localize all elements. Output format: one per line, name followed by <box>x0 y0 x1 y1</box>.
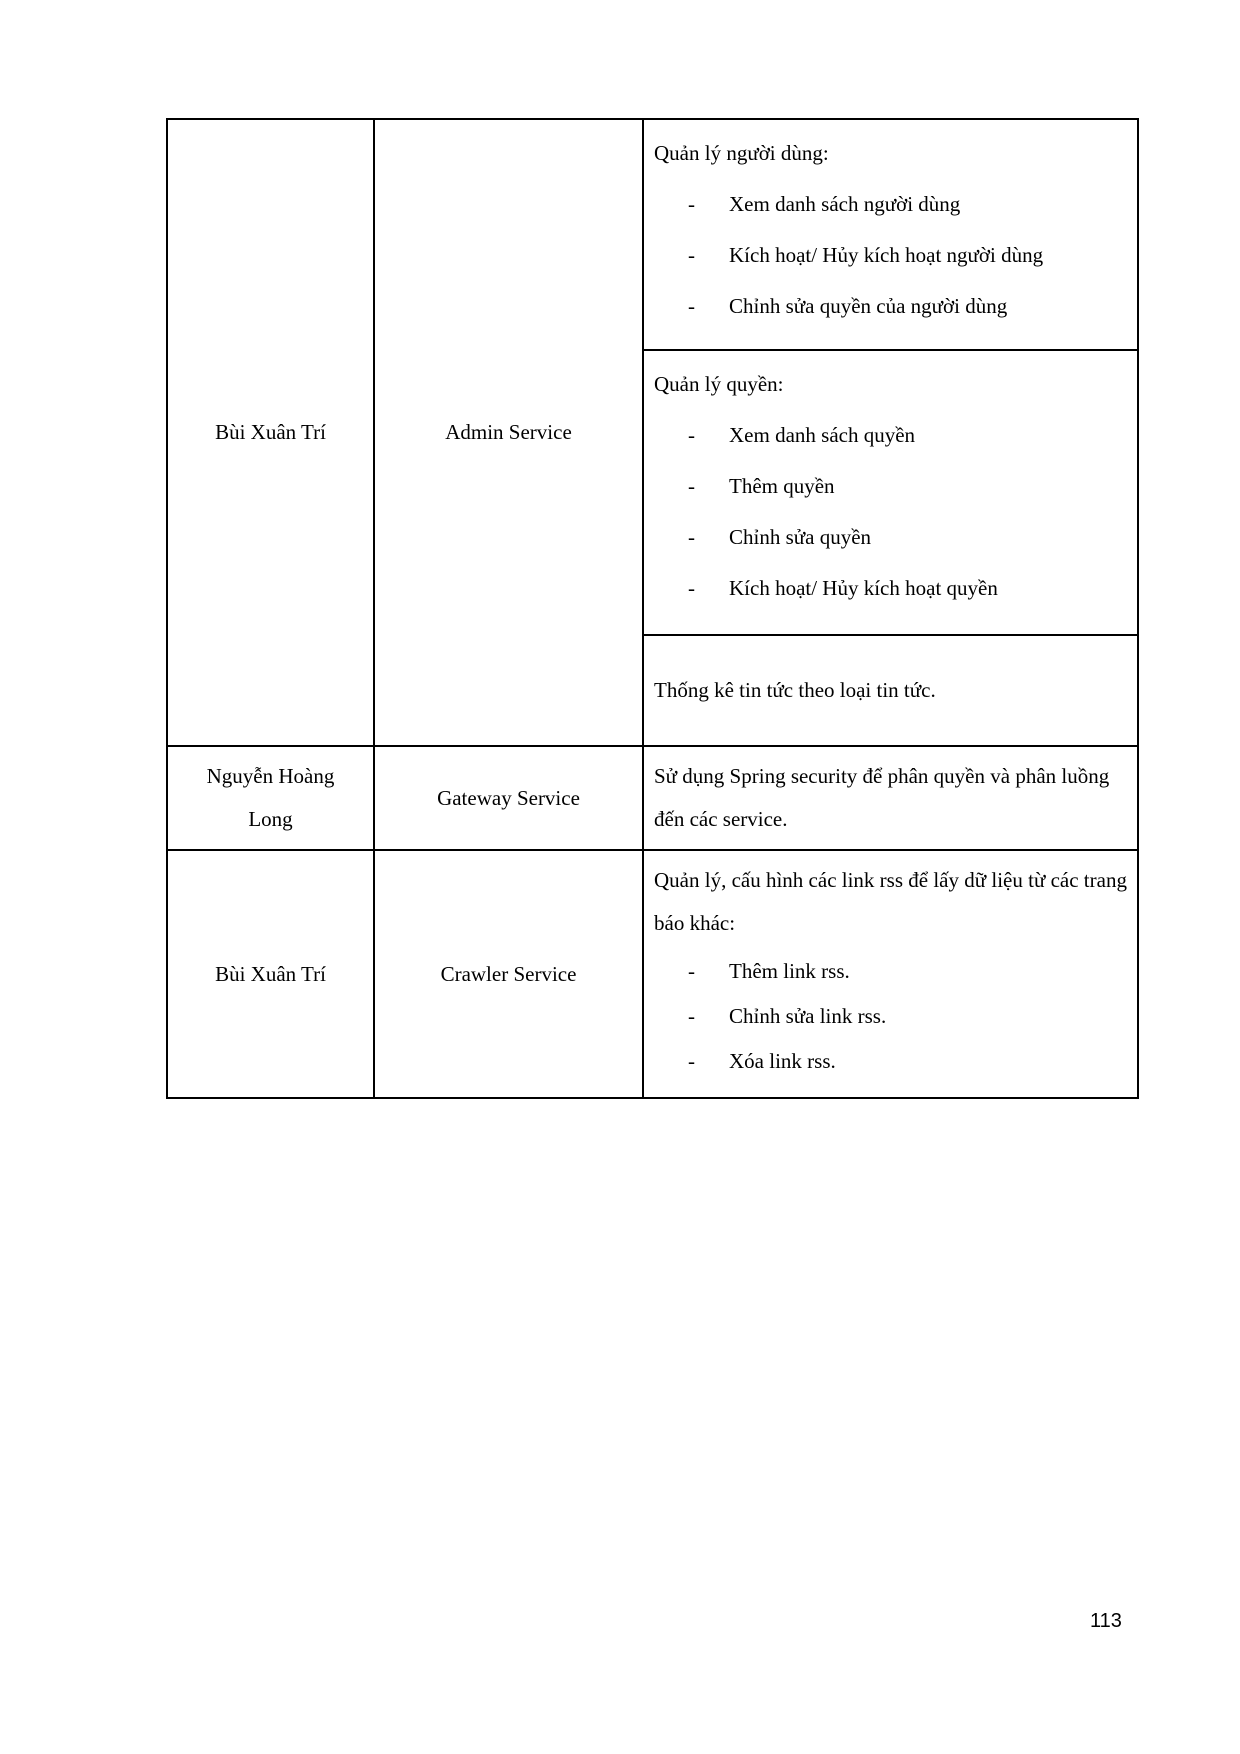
table-row <box>167 850 1138 1098</box>
task-heading: Quản lý, cấu hình các link rss để lấy dữ liệu từ các trang báo khác: <box>654 868 1127 935</box>
bullet: - <box>688 474 695 498</box>
task-cell <box>643 746 1138 850</box>
service-cell <box>374 746 643 850</box>
service-cell <box>374 850 643 1098</box>
member-name: Bùi Xuân Trí <box>215 420 326 444</box>
task-cell <box>643 350 1138 635</box>
list-item <box>654 516 1127 559</box>
list-item-text: Kích hoạt/ Hủy kích hoạt quyền <box>729 576 998 600</box>
bullet: - <box>688 525 695 549</box>
service-name: Crawler Service <box>440 961 577 986</box>
table-row <box>167 746 1138 850</box>
member-cell <box>167 746 374 850</box>
bullet: - <box>688 959 695 983</box>
list-item-text: Chỉnh sửa quyền <box>729 525 872 549</box>
task-heading: Quản lý quyền: <box>654 372 784 396</box>
list-item-text: Thêm quyền <box>729 474 835 498</box>
list-item <box>654 949 1127 994</box>
list-item-text: Xem danh sách người dùng <box>729 192 961 216</box>
bullet: - <box>688 192 695 216</box>
bullet: - <box>688 243 695 267</box>
service-name: Admin Service <box>445 420 572 444</box>
list-item <box>654 234 1127 277</box>
task-heading: Quản lý người dùng: <box>654 141 829 165</box>
member-cell <box>167 850 374 1098</box>
task-cell <box>643 119 1138 350</box>
bullet: - <box>688 1004 695 1028</box>
bullet: - <box>688 294 695 318</box>
list-item <box>654 285 1127 328</box>
list-item-text: Kích hoạt/ Hủy kích hoạt người dùng <box>729 243 1044 267</box>
list-item-text: Thêm link rss. <box>729 959 850 983</box>
list-item <box>654 414 1127 457</box>
list-item <box>654 183 1127 226</box>
table-row <box>167 119 1138 350</box>
service-cell <box>374 119 643 746</box>
list-item-text: Chỉnh sửa quyền của người dùng <box>729 294 1008 318</box>
list-item-text: Chỉnh sửa link rss. <box>729 1004 887 1028</box>
member-name: Bùi Xuân Trí <box>215 961 326 986</box>
page-number: 113 <box>1090 1610 1122 1632</box>
task-cell <box>643 850 1138 1098</box>
service-name: Gateway Service <box>437 785 580 810</box>
bullet: - <box>688 1049 695 1073</box>
list-item-text: Xóa link rss. <box>729 1049 836 1073</box>
list-item-text: Xem danh sách quyền <box>729 423 916 447</box>
list-item <box>654 994 1127 1039</box>
member-cell <box>167 119 374 746</box>
member-name: Nguyễn Hoàng Long <box>206 764 335 831</box>
list-item <box>654 1039 1127 1084</box>
task-text: Sử dụng Spring security để phân quyền và phân luồng đến các service. <box>654 764 1110 831</box>
assignment-table <box>166 118 1139 1099</box>
bullet: - <box>688 423 695 447</box>
task-text: Thống kê tin tức theo loại tin tức. <box>654 678 936 702</box>
list-item <box>654 567 1127 610</box>
task-cell <box>643 635 1138 746</box>
list-item <box>654 465 1127 508</box>
bullet: - <box>688 576 695 600</box>
